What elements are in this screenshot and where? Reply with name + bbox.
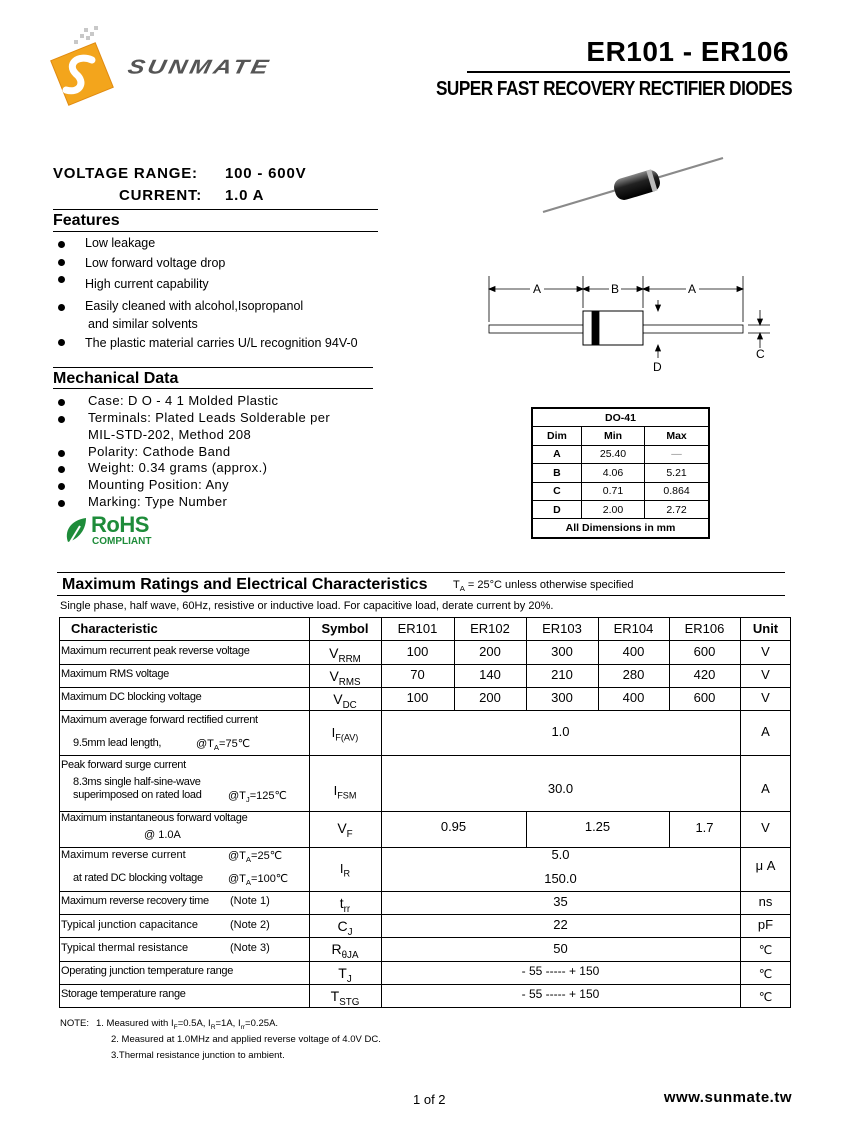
features-bottom-rule	[53, 231, 378, 232]
condition-text: = 25°C unless otherwise specified	[464, 579, 634, 591]
current-label: CURRENT:	[119, 187, 203, 204]
feature-item: High current capability	[85, 277, 209, 291]
ratings-bottom-rule	[57, 595, 785, 596]
dim-header: Dim	[532, 427, 581, 445]
page-number: 1 of 2	[413, 1092, 446, 1107]
symbol-letter: T	[338, 965, 347, 981]
cond-text: =100℃	[251, 873, 289, 885]
mechanical-item: Case: D O - 4 1 Molded Plastic	[88, 393, 279, 408]
row-condition-ifav	[196, 737, 250, 752]
rohs-badge	[62, 514, 172, 550]
value-cell: 300	[551, 690, 573, 705]
dim-cell: 4.06	[581, 464, 644, 482]
row-label-cj: Typical junction capacitance	[61, 919, 198, 931]
ratings-title: Maximum Ratings and Electrical Characteristics	[62, 576, 428, 593]
dim-cell: 0.71	[581, 482, 644, 500]
bullet	[58, 304, 65, 311]
symbol-sub: θJA	[341, 949, 359, 961]
row-label-ir: Maximum reverse current	[61, 849, 186, 861]
note-sub: R	[210, 1023, 216, 1031]
dim-cell: 2.72	[645, 500, 709, 518]
row-label-vrms: Maximum RMS voltage	[61, 668, 169, 680]
symbol-sub: FSM	[337, 790, 357, 801]
symbol-sub: rr	[343, 903, 351, 915]
bullet	[58, 466, 65, 473]
value-cell: 70	[410, 667, 425, 682]
row-sublabel-ir: at rated DC blocking voltage	[73, 872, 203, 884]
col-header-er103: ER103	[542, 621, 582, 636]
note-text: =0.5A, I	[177, 1018, 211, 1029]
dim-cell: C	[532, 482, 581, 500]
dim-label-b: B	[611, 282, 620, 296]
cond-sub: A	[245, 878, 252, 888]
note-2: 2. Measured at 1.0MHz and applied reverse voltage of 4.0V DC.	[111, 1034, 381, 1045]
col-header-er104: ER104	[613, 621, 654, 636]
symbol-vrms	[309, 668, 381, 688]
symbol-tstg	[309, 988, 381, 1008]
unit-cell: pF	[757, 917, 774, 932]
note-text: 1. Measured with I	[96, 1018, 174, 1029]
row-label-vdc: Maximum DC blocking voltage	[61, 691, 202, 703]
dim-cell: —	[645, 445, 709, 463]
website-link[interactable]: www.sunmate.tw	[663, 1089, 792, 1106]
value-cell: 100	[406, 690, 429, 705]
symbol-sub: J	[347, 926, 353, 938]
title-divider	[467, 71, 790, 73]
symbol-ifav	[309, 725, 381, 743]
value-cell: 100	[406, 644, 429, 659]
rohs-text: RoHS	[91, 512, 149, 537]
bullet	[58, 399, 65, 406]
value-cell: 35	[553, 894, 568, 909]
symbol-sub: F(AV)	[335, 732, 359, 743]
symbol-sub: RMS	[338, 676, 361, 688]
symbol-vf	[309, 820, 381, 840]
note-1	[96, 1018, 278, 1031]
symbol-letter: V	[333, 691, 343, 707]
feature-item: The plastic material carries U/L recognition 94V-0	[85, 336, 358, 350]
dim-label-c: C	[756, 347, 765, 361]
brand-logo	[36, 24, 128, 114]
unit-cell: A	[761, 781, 770, 796]
unit-cell: V	[761, 644, 770, 659]
sunmate-logo-icon	[36, 24, 128, 114]
row-label-tj: Operating junction temperature range	[61, 965, 234, 977]
features-title: Features	[53, 212, 120, 229]
col-header-characteristic: Characteristic	[71, 621, 158, 636]
bullet	[58, 483, 65, 490]
symbol-trr	[309, 895, 381, 915]
value-cell: 200	[479, 644, 501, 659]
symbol-ifsm	[309, 783, 381, 801]
col-header-er102: ER102	[470, 621, 510, 636]
feature-item: Low forward voltage drop	[85, 256, 226, 270]
cond-symbol: @T	[228, 850, 246, 862]
unit-cell: V	[761, 667, 770, 682]
unit-cell: ℃	[758, 967, 773, 981]
symbol-sub: F	[346, 828, 353, 840]
symbol-letter: T	[330, 988, 340, 1004]
row-condition-ir-100	[228, 872, 288, 887]
note-3: 3.Thermal resistance junction to ambient.	[111, 1050, 285, 1061]
value-cell: 5.0	[551, 847, 570, 862]
bullet	[58, 241, 65, 248]
value-cell: 280	[622, 667, 645, 682]
cond-sub: A	[213, 743, 220, 753]
dim-cell: 2.00	[581, 500, 644, 518]
value-cell: 1.25	[584, 819, 611, 834]
outline-dimension-diagram	[486, 270, 776, 380]
ratings-note: Single phase, half wave, 60Hz, resistive or inductive load. For capacitive load, derate current by 20%.	[60, 600, 554, 612]
symbol-sub: RRM	[338, 653, 361, 665]
symbol-letter: I	[339, 861, 344, 876]
bullet	[58, 259, 65, 266]
row-sublabel-vf: @ 1.0A	[144, 829, 181, 841]
value-cell: 150.0	[544, 871, 577, 886]
symbol-letter: t	[339, 895, 344, 911]
cond-symbol: @T	[228, 873, 246, 885]
value-cell: 50	[553, 941, 568, 956]
brand-name: SUNMATE	[125, 55, 274, 79]
dim-label-d: D	[653, 360, 662, 374]
table-row	[532, 482, 709, 500]
col-header-er101: ER101	[397, 621, 438, 636]
mechanical-item-continued: MIL-STD-202, Method 208	[88, 427, 252, 442]
symbol-rth	[309, 941, 381, 961]
value-cell: 210	[551, 667, 573, 682]
value-cell: 140	[479, 667, 501, 682]
dim-cell: 5.21	[645, 464, 709, 482]
dim-cell: 0.864	[645, 482, 709, 500]
cond-text: =25℃	[251, 850, 283, 862]
cond-text: =125℃	[249, 790, 287, 802]
unit-cell: V	[761, 820, 770, 835]
symbol-letter: C	[337, 918, 348, 934]
col-header-er106: ER106	[684, 621, 725, 636]
mechanical-item: Polarity: Cathode Band	[88, 444, 231, 459]
cond-text: =75℃	[219, 738, 251, 750]
cond-sub: J	[245, 795, 250, 805]
bullet	[58, 339, 65, 346]
row-label-trr: Maximum reverse recovery time	[61, 895, 209, 907]
diode-photo-icon	[540, 152, 730, 218]
symbol-sub: DC	[342, 699, 357, 711]
value-cell: 22	[553, 917, 568, 932]
dim-cell: B	[532, 464, 581, 482]
cond-symbol: @T	[196, 738, 214, 750]
mechanical-title: Mechanical Data	[53, 370, 179, 387]
unit-cell: ns	[758, 894, 773, 909]
row-sublabel-ifsm: 8.3ms single half-sine-wave	[73, 776, 201, 788]
leaf-icon	[62, 516, 90, 550]
symbol-letter: V	[329, 645, 339, 661]
row-label-tstg: Storage temperature range	[61, 988, 186, 1000]
symbol-vdc	[309, 691, 381, 711]
value-cell: 1.0	[551, 724, 570, 739]
cond-sub: A	[245, 855, 252, 865]
symbol-letter: V	[337, 820, 347, 836]
row-condition-ir-25	[228, 849, 282, 864]
unit-cell: V	[761, 690, 770, 705]
part-number-title: ER101 - ER106	[586, 36, 789, 67]
row-condition-ifsm	[228, 789, 287, 804]
symbol-letter: I	[333, 783, 338, 798]
value-cell: 200	[479, 690, 501, 705]
symbol-vrrm	[309, 645, 381, 665]
cond-symbol: @T	[228, 790, 246, 802]
mechanical-item: Weight: 0.34 grams (approx.)	[88, 460, 268, 475]
value-cell: 600	[693, 644, 716, 659]
ratings-condition	[453, 579, 633, 593]
value-cell: 420	[693, 667, 716, 682]
row-note-trr: (Note 1)	[230, 895, 270, 907]
unit-cell: A	[761, 724, 770, 739]
value-cell: 1.7	[695, 820, 714, 835]
symbol-letter: I	[331, 725, 336, 740]
value-cell: - 55 ----- + 150	[521, 964, 600, 978]
bullet	[58, 276, 65, 283]
unit-cell: ℃	[758, 943, 773, 957]
row-label-ifav: Maximum average forward rectified current	[61, 714, 258, 726]
bullet	[58, 500, 65, 507]
dim-cell: D	[532, 500, 581, 518]
bullet	[58, 416, 65, 423]
ratings-top-rule	[57, 572, 785, 573]
value-cell: 300	[551, 644, 573, 659]
dim-label-a-left: A	[533, 282, 542, 296]
features-top-rule	[53, 209, 378, 210]
symbol-sub: R	[343, 868, 351, 879]
symbol-cj	[309, 918, 381, 938]
dim-header: Min	[581, 427, 644, 445]
symbol-letter: V	[329, 668, 339, 684]
value-cell: 0.95	[440, 819, 467, 834]
col-header-symbol: Symbol	[321, 621, 369, 636]
product-subtitle: SUPER FAST RECOVERY RECTIFIER DIODES	[435, 78, 792, 100]
row-sublabel-ifsm: superimposed on rated load	[73, 789, 202, 801]
value-cell: 400	[622, 644, 645, 659]
row-note-cj: (Note 2)	[230, 919, 270, 931]
row-note-rth: (Note 3)	[230, 942, 270, 954]
dim-table-footer: All Dimensions in mm	[532, 519, 709, 538]
dim-cell: A	[532, 445, 581, 463]
value-cell: 30.0	[547, 781, 574, 796]
note-sub: F	[173, 1023, 178, 1031]
row-label-ifsm: Peak forward surge current	[61, 759, 186, 771]
bullet	[58, 450, 65, 457]
mechanical-top-rule	[53, 367, 373, 368]
ratings-table	[59, 617, 791, 1008]
symbol-tj	[309, 965, 381, 985]
value-cell: 400	[622, 690, 645, 705]
value-cell: 600	[693, 690, 716, 705]
feature-item-continued: and similar solvents	[88, 317, 198, 331]
rohs-compliant-text: COMPLIANT	[92, 536, 152, 547]
note-text: =1A, I	[215, 1018, 241, 1029]
table-row	[532, 464, 709, 482]
col-header-unit: Unit	[752, 621, 779, 636]
table-row	[532, 500, 709, 518]
feature-item: Easily cleaned with alcohol,Isopropanol	[85, 299, 304, 313]
symbol-sub: J	[346, 973, 352, 985]
symbol-sub: STG	[339, 996, 360, 1008]
mechanical-item: Marking: Type Number	[88, 494, 228, 509]
condition-symbol: T	[453, 579, 460, 591]
voltage-range-label: VOLTAGE RANGE:	[53, 165, 198, 182]
row-label-rth: Typical thermal resistance	[61, 942, 189, 954]
current-value: 1.0 A	[225, 187, 265, 204]
note-text: =0.25A.	[245, 1018, 279, 1029]
table-row	[532, 445, 709, 463]
dimensions-table	[531, 407, 710, 539]
dim-label-a-right: A	[688, 282, 697, 296]
unit-cell: ℃	[758, 990, 773, 1004]
dim-header: Max	[645, 427, 709, 445]
dim-table-title: DO-41	[532, 408, 709, 427]
voltage-range-value: 100 - 600V	[225, 165, 307, 182]
value-cell: - 55 ----- + 150	[521, 987, 600, 1001]
unit-cell: μ A	[755, 858, 776, 873]
condition-sub: A	[459, 584, 465, 594]
feature-item: Low leakage	[85, 236, 156, 250]
note-sub: rr	[240, 1023, 246, 1031]
mechanical-item: Mounting Position: Any	[88, 477, 230, 492]
mechanical-item: Terminals: Plated Leads Solderable per	[88, 410, 331, 425]
dim-cell: 25.40	[581, 445, 644, 463]
row-sublabel-ifav: 9.5mm lead length,	[73, 737, 162, 749]
row-label-vf: Maximum instantaneous forward voltage	[61, 812, 248, 824]
row-label-vrrm: Maximum recurrent peak reverse voltage	[61, 645, 250, 657]
mechanical-bottom-rule	[53, 388, 373, 389]
symbol-letter: R	[331, 941, 342, 957]
notes-prefix: NOTE:	[60, 1018, 90, 1029]
symbol-ir	[309, 861, 381, 879]
